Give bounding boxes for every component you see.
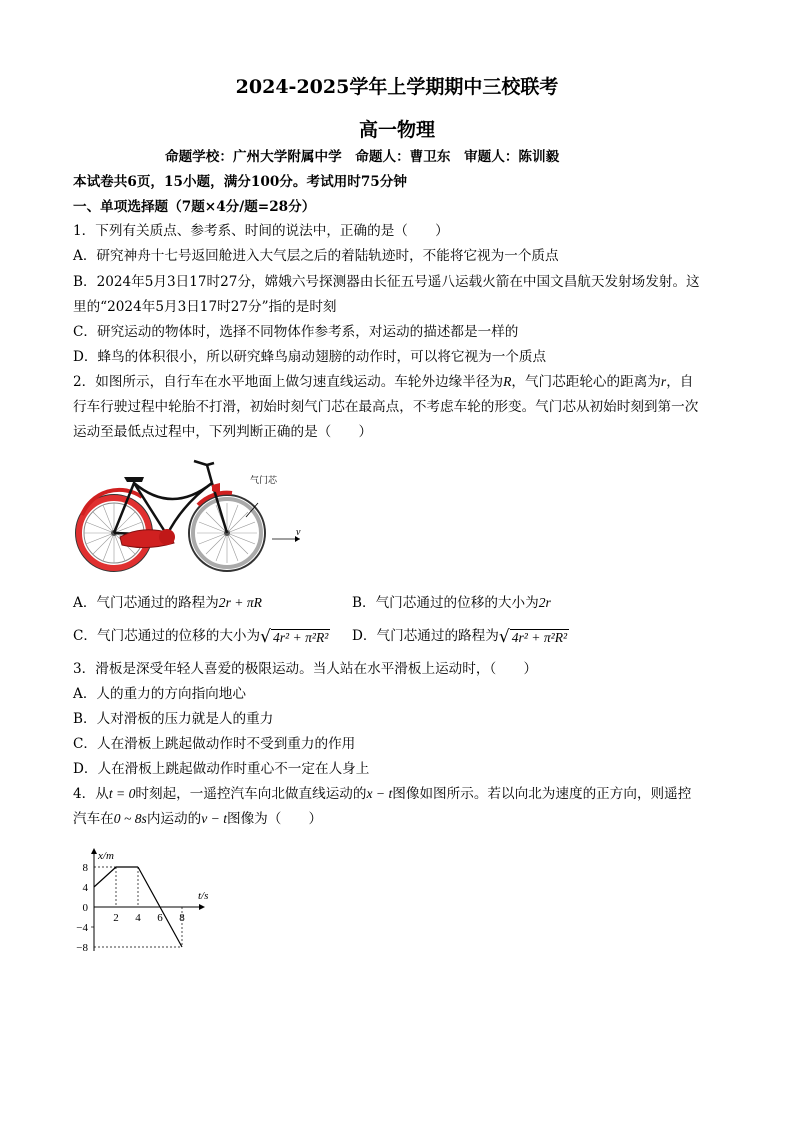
- q2-radius-r: r: [660, 374, 667, 389]
- q2-option-c: [73, 626, 330, 646]
- q4-range: 0 ~ 8s: [113, 811, 147, 826]
- q2-option-d: [352, 626, 569, 646]
- q4-t0: t = 0: [108, 786, 136, 801]
- x-axis-arrow: [199, 904, 205, 910]
- x-tick-label: 4: [135, 912, 141, 924]
- q2-option-a-expr: 2r + πR: [218, 595, 262, 610]
- q2-option-c-text: C．气门芯通过的位移的大小为: [73, 628, 261, 644]
- q2-line1-mid: ，气门芯距轮心的距离为: [511, 374, 661, 390]
- q3-option-a: A．人的重力的方向指向地心: [73, 686, 246, 702]
- q2-radius-R: R: [503, 374, 512, 389]
- q2-option-b-expr: 2r: [538, 595, 551, 610]
- q2-option-d-expr: 4r² + π²R²: [511, 629, 568, 645]
- q1-stem: 1．下列有关质点、参考系、时间的说法中，正确的是（ ）: [73, 223, 449, 239]
- exam-title: 2024-2025学年上学期期中三校联考: [235, 76, 559, 98]
- q1-option-c: C．研究运动的物体时，选择不同物体作参考系，对运动的描述都是一样的: [73, 324, 519, 340]
- q2-line3: 运动至最低点过程中，下列判断正确的是（ ）: [73, 424, 373, 440]
- q4-line2-a: 汽车在: [73, 811, 114, 827]
- exam-subtitle: 高一物理: [358, 119, 435, 141]
- q2-option-a: [73, 593, 262, 613]
- q4-xt: x − t: [366, 786, 393, 801]
- q1-option-d: D．蜂鸟的体积很小，所以研究蜂鸟扇动翅膀的动作时，可以将它视为一个质点: [73, 349, 547, 365]
- q4-line2-c: 图像为（ ）: [226, 811, 323, 827]
- y-tick-label: −8: [76, 942, 88, 954]
- q2-option-d-text: D．气门芯通过的路程为: [352, 628, 499, 644]
- q2-line2: 行车行驶过程中轮胎不打滑，初始时刻气门芯在最高点，不考虑车轮的形变。气门芯从初始时刻到第一次: [73, 399, 699, 415]
- velocity-label: v: [296, 527, 301, 538]
- q2-option-b-text: B．气门芯通过的位移的大小为: [352, 595, 539, 611]
- q4-line1-c: 图像如图所示。若以向北为速度的正方向，则遥控: [392, 786, 692, 802]
- q1-option-b-line1: B．2024年5月3日17时27分，嫦娥六号探测器由长征五号遥八运载火箭在中国文昌航天发射场发射。这: [73, 274, 700, 290]
- q4-line1-b: 时刻起，一遥控汽车向北做直线运动的: [135, 786, 367, 802]
- x-tick-label: 8: [179, 912, 185, 924]
- q4-line2: [73, 809, 322, 829]
- y-tick-label: 0: [82, 902, 88, 914]
- exam-summary: 本试卷共6页，15小题，满分100分。考试用时75分钟: [73, 174, 407, 190]
- q2-option-a-text: A．气门芯通过的路程为: [73, 595, 219, 611]
- y-tick-label: 4: [82, 882, 88, 894]
- bicycle-figure: [72, 455, 312, 580]
- q4-vt: v − t: [201, 811, 227, 826]
- section-heading: 一、单项选择题（7题×4分/题=28分）: [73, 199, 316, 215]
- xt-chart: [60, 840, 230, 970]
- q3-stem: 3．滑板是深受年轻人喜爱的极限运动。当人站在水平滑板上运动时，（ ）: [73, 661, 538, 677]
- y-axis-label: x/m: [98, 850, 114, 862]
- y-tick-label: 8: [82, 862, 88, 874]
- q4-line1: [73, 784, 691, 804]
- series-segment: [94, 867, 116, 887]
- y-tick-label: −4: [76, 922, 88, 934]
- q4-line1-a: 4．从: [73, 786, 109, 802]
- q4-line2-b: 内运动的: [146, 811, 202, 827]
- x-tick-label: 6: [157, 912, 163, 924]
- q2-line1-end: ，自: [666, 374, 694, 390]
- x-axis-label: t/s: [198, 890, 209, 902]
- q1-option-a: A．研究神舟十七号返回舱进入大气层之后的着陆轨迹时，不能将它视为一个质点: [73, 248, 559, 264]
- x-tick-label: 2: [113, 912, 119, 924]
- q2-line1-text: 2．如图所示，自行车在水平地面上做匀速直线运动。车轮外边缘半径为: [73, 374, 504, 390]
- q3-option-b: B．人对滑板的压力就是人的重力: [73, 711, 274, 727]
- q2-line1: [73, 372, 693, 392]
- q3-option-d: D．人在滑板上跳起做动作时重心不一定在人身上: [73, 761, 370, 777]
- valve-core-label: 气门芯: [250, 475, 278, 485]
- q2-option-b: [352, 593, 551, 613]
- q2-option-c-expr: 4r² + π²R²: [272, 629, 329, 645]
- q3-option-c: C．人在滑板上跳起做动作时不受到重力的作用: [73, 736, 356, 752]
- y-axis-arrow: [91, 848, 97, 854]
- exam-info: 命题学校：广州大学附属中学 命题人：曹卫东 审题人：陈训毅: [165, 149, 560, 165]
- q1-option-b-line2: 里的“2024年5月3日17时27分”指的是时刻: [73, 299, 337, 315]
- q2-option-d-sqrt: √ 4r² + π²R²: [498, 626, 568, 647]
- q2-option-c-sqrt: √ 4r² + π²R²: [260, 626, 329, 647]
